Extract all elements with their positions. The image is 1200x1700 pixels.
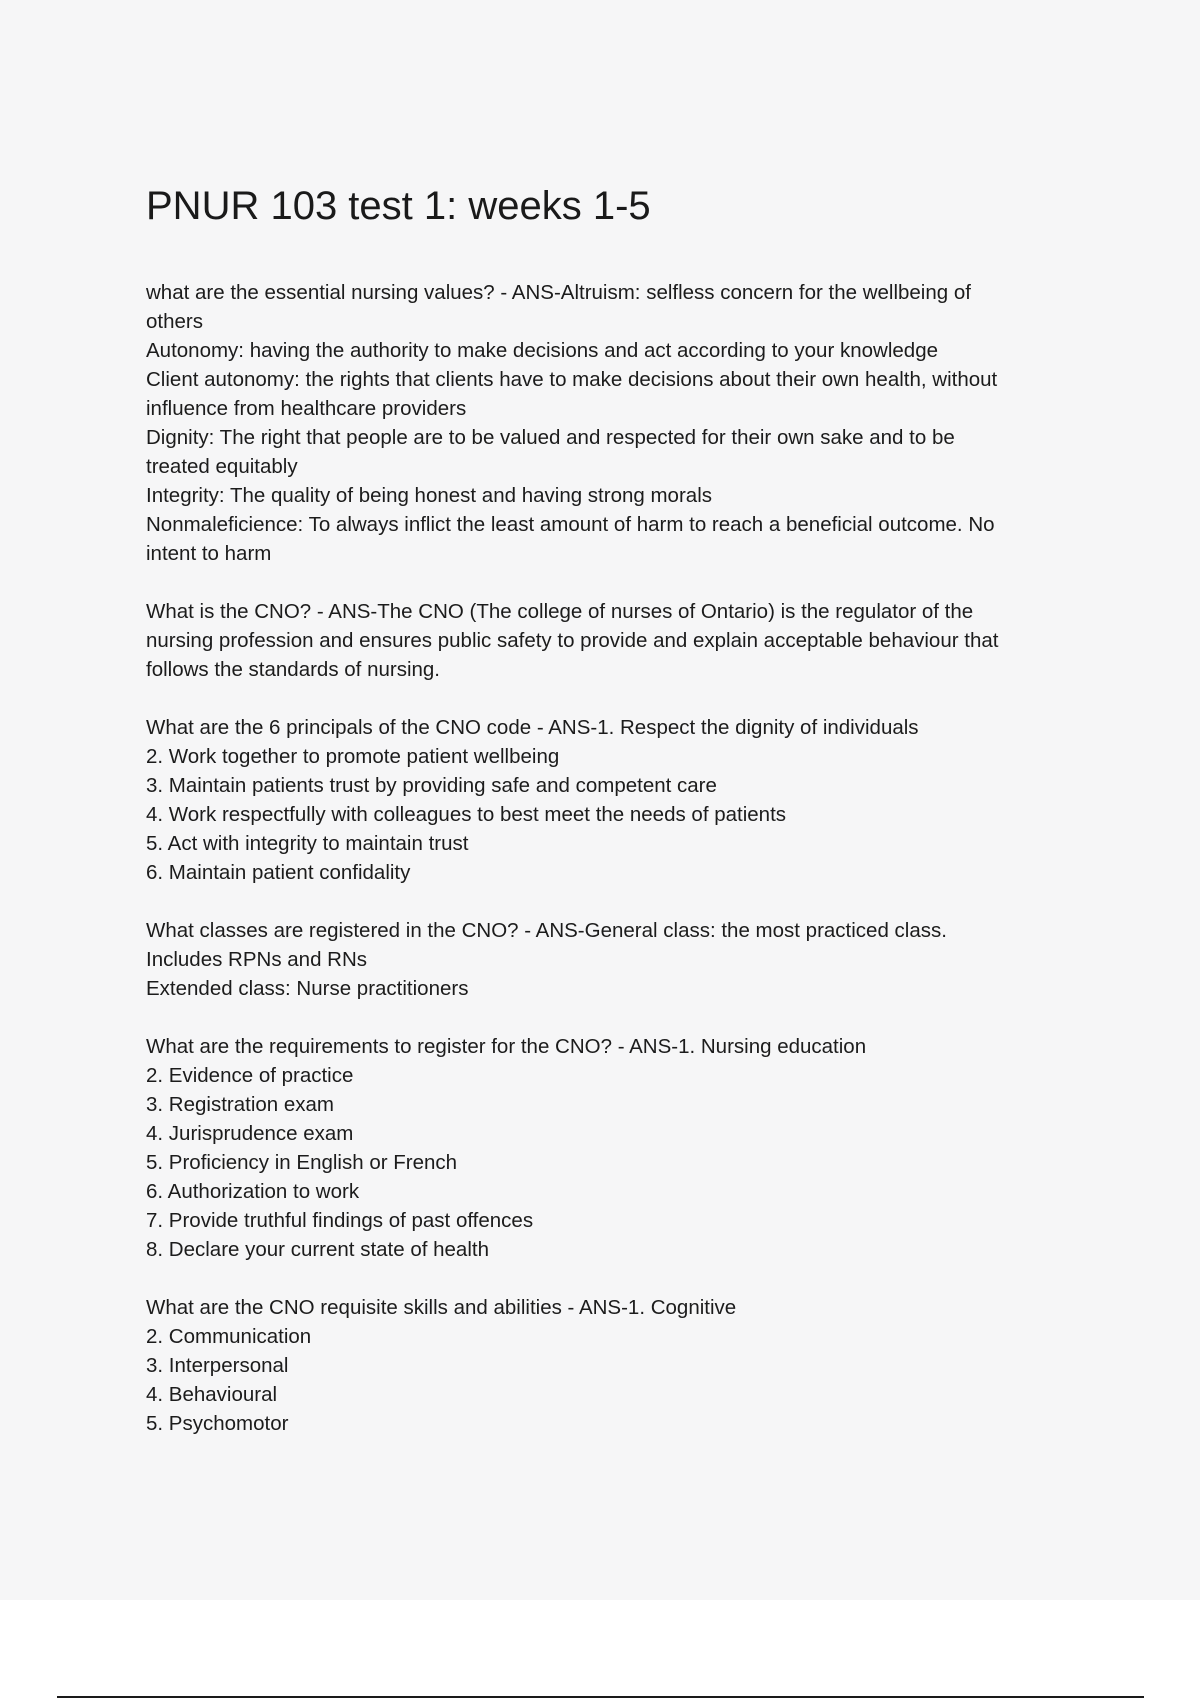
text-line: 8. Declare your current state of health [146,1238,489,1261]
text-line: Dignity: The right that people are to be valued and respected for their own sake and to be [146,426,955,449]
text-line: 3. Interpersonal [146,1354,289,1377]
text-line: 3. Registration exam [146,1093,335,1116]
text-line: others [146,310,203,333]
text-line: follows the standards of nursing. [146,658,440,681]
text-line: nursing profession and ensures public safety to provide and explain acceptable behaviour that [146,629,999,652]
text-line: 4. Jurisprudence exam [146,1122,354,1145]
qa-entry-cno-skills [146,1293,1076,1438]
text-line: treated equitably [146,455,298,478]
text-line: What are the 6 principals of the CNO code - ANS-1. Respect the dignity of individuals [146,716,919,739]
document-title: PNUR 103 test 1: weeks 1-5 [146,184,651,228]
text-line: What is the CNO? - ANS-The CNO (The college of nurses of Ontario) is the regulator of the [146,600,974,623]
footer-divider [57,1696,1144,1698]
text-line: Includes RPNs and RNs [146,948,368,971]
qa-entry-cno-principals [146,713,1076,887]
text-line: what are the essential nursing values? - ANS-Altruism: selfless concern for the wellbeing of [146,281,971,304]
text-line: 7. Provide truthful findings of past offences [146,1209,534,1232]
text-line: Nonmaleficience: To always inflict the least amount of harm to reach a beneficial outcome. No [146,513,995,536]
qa-entry-cno-requirements [146,1032,1076,1264]
qa-entry-cno-classes [146,916,1076,1003]
text-line: 4. Behavioural [146,1383,278,1406]
qa-entry-what-is-cno [146,597,1076,684]
text-line: 2. Communication [146,1325,312,1348]
text-line: 2. Evidence of practice [146,1064,354,1087]
text-line: 5. Act with integrity to maintain trust [146,832,469,855]
text-line: Extended class: Nurse practitioners [146,977,469,1000]
text-line: intent to harm [146,542,272,565]
text-line: 5. Psychomotor [146,1412,289,1435]
qa-entry-nursing-values [146,278,1076,568]
text-line: 4. Work respectfully with colleagues to best meet the needs of patients [146,803,787,826]
text-line: Client autonomy: the rights that clients have to make decisions about their own health, without [146,368,998,391]
text-line: 3. Maintain patients trust by providing safe and competent care [146,774,717,797]
text-line: 6. Maintain patient confidality [146,861,411,884]
text-line: Integrity: The quality of being honest and having strong morals [146,484,712,507]
text-line: What are the requirements to register for the CNO? - ANS-1. Nursing education [146,1035,867,1058]
text-line: What are the CNO requisite skills and abilities - ANS-1. Cognitive [146,1296,737,1319]
text-line: Autonomy: having the authority to make decisions and act according to your knowledge [146,339,938,362]
text-line: 5. Proficiency in English or French [146,1151,458,1174]
text-line: What classes are registered in the CNO? - ANS-General class: the most practiced class. [146,919,947,942]
text-line: 6. Authorization to work [146,1180,360,1203]
qa-list [146,278,1076,1467]
text-line: 2. Work together to promote patient wellbeing [146,745,560,768]
text-line: influence from healthcare providers [146,397,467,420]
